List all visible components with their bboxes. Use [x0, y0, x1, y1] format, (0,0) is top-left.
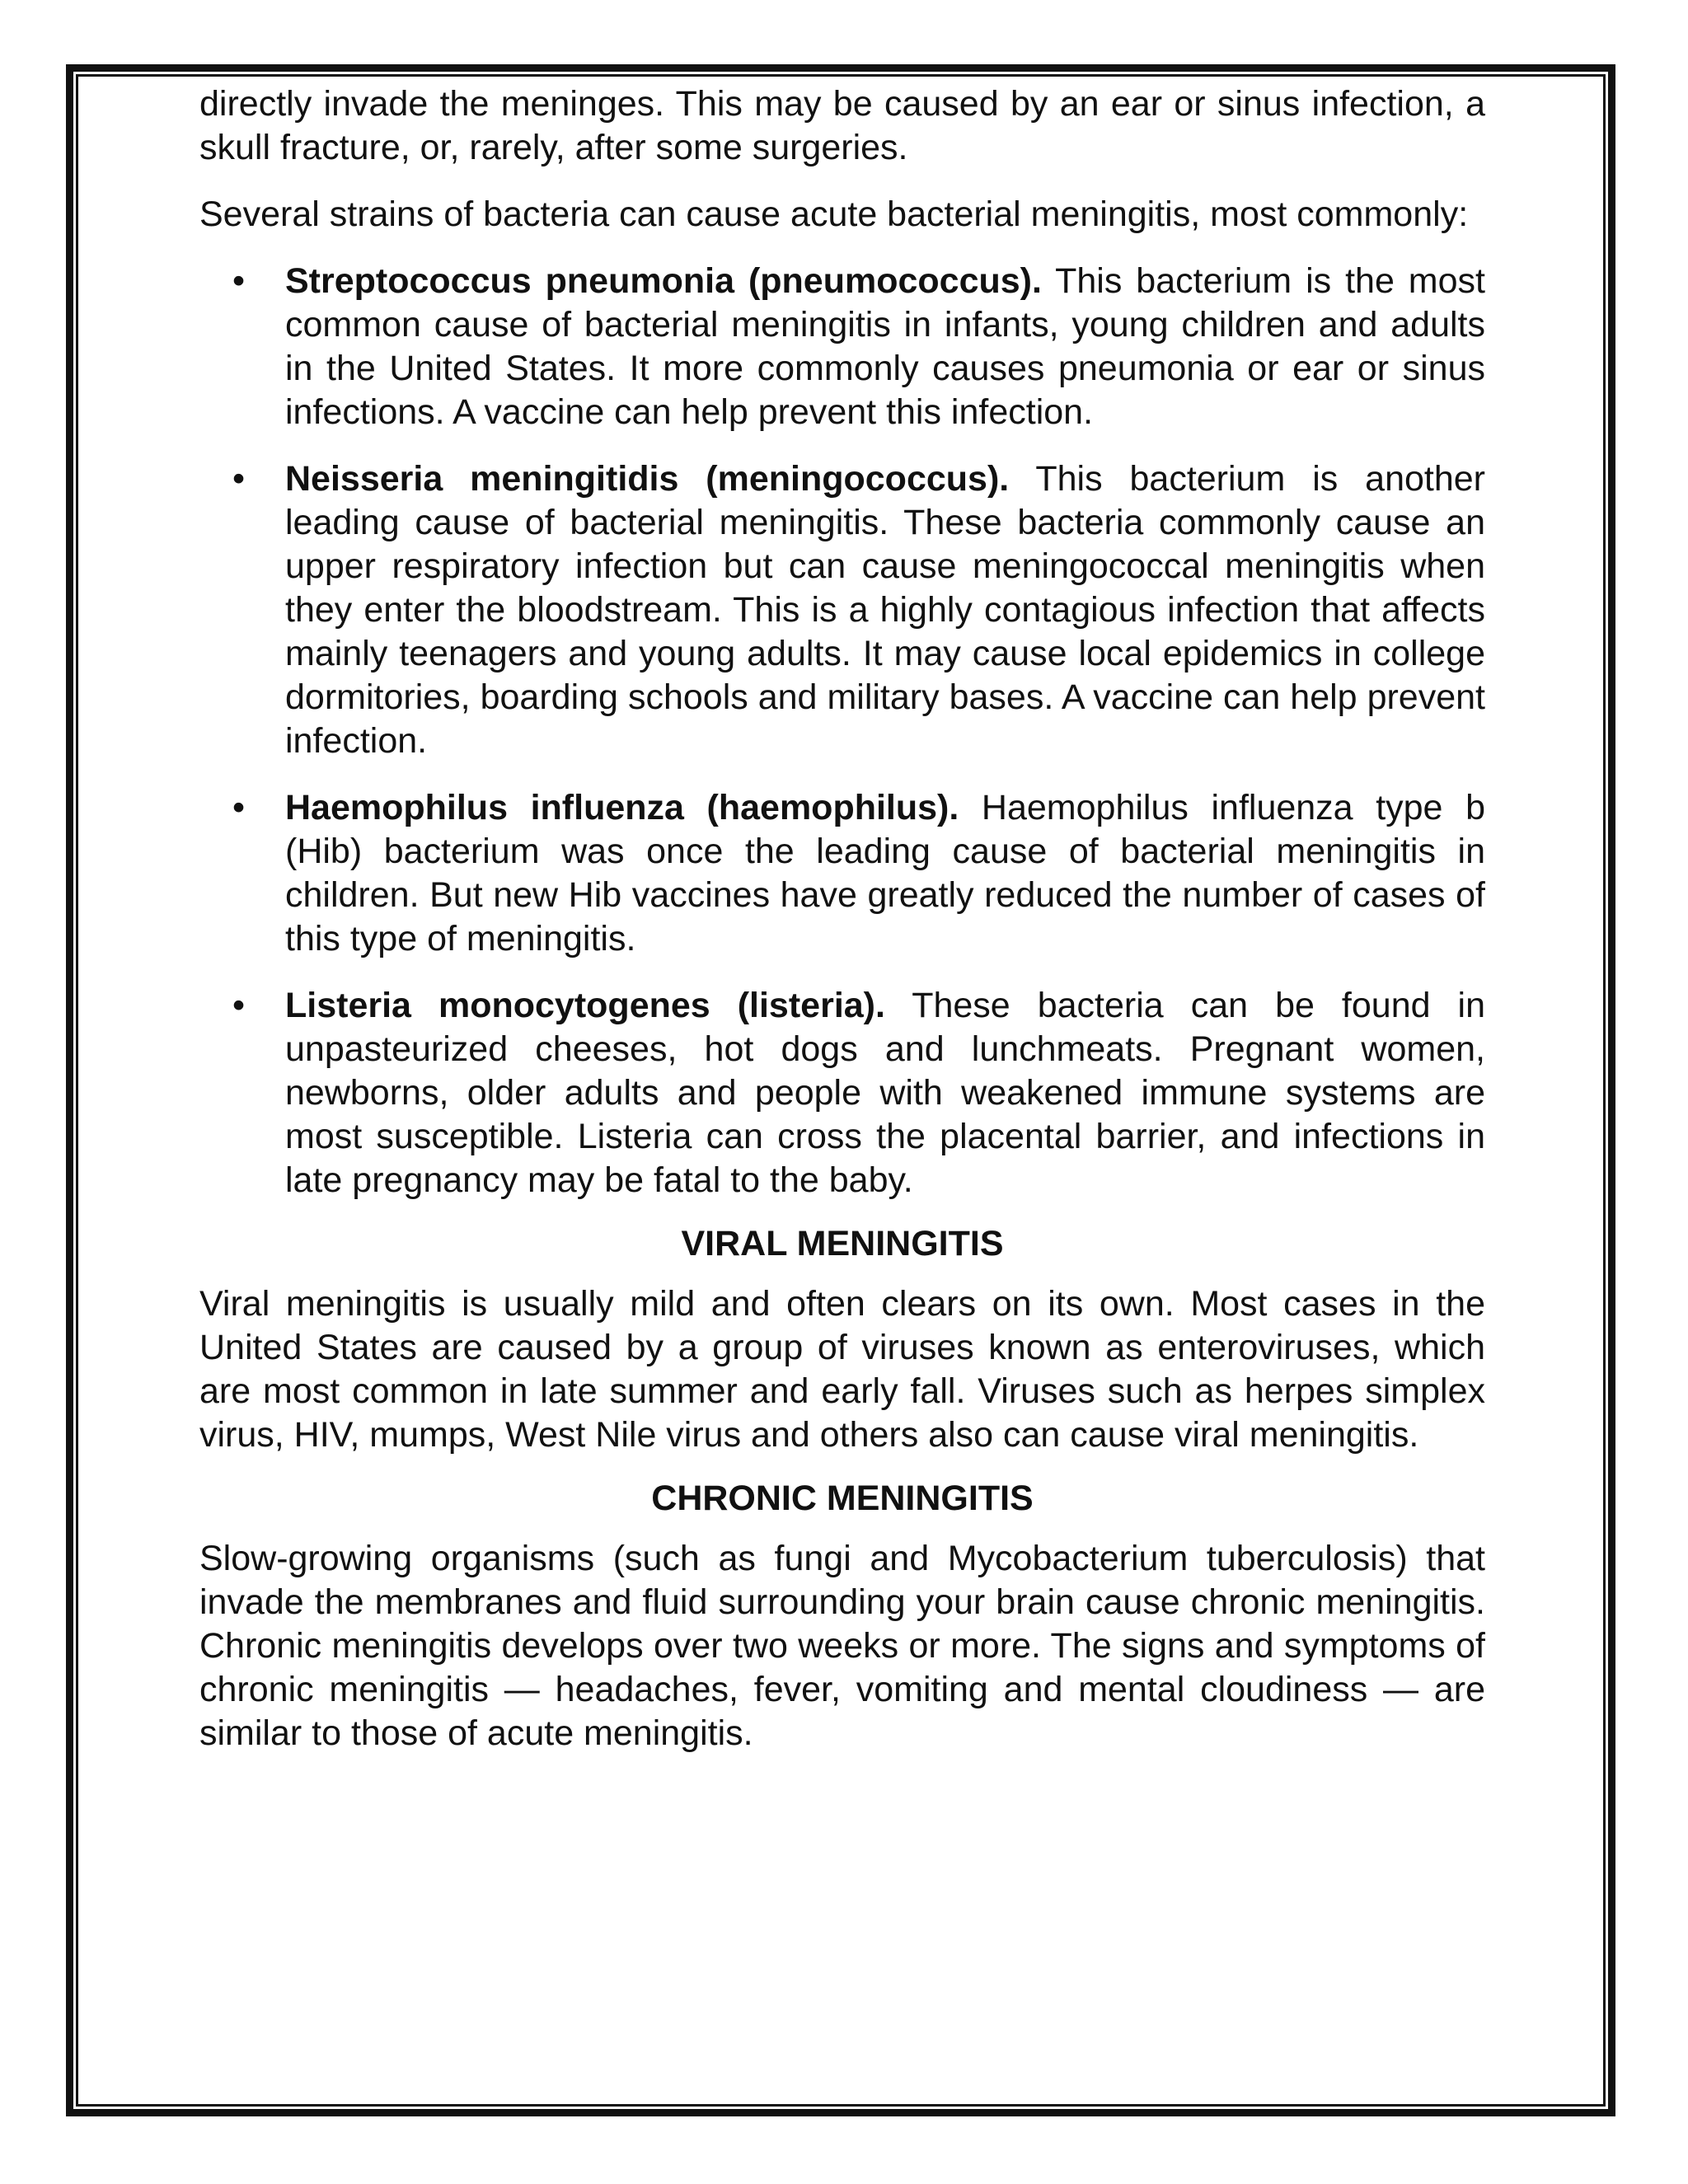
chronic-meningitis-paragraph: Slow-growing organisms (such as fungi and Mycobacterium tuberculosis) that invade the membranes and fluid surrounding your brain cause chronic meningitis. Chronic meningitis develops over two weeks or more. The signs and symptoms of chronic meningitis — headaches, fever, vomiting and mental cloudiness — are similar to those of acute meningitis. — [199, 1539, 1485, 1753]
bacteria-term: Neisseria meningitidis (meningococcus). — [285, 459, 1010, 499]
bullet-icon: • — [232, 261, 246, 301]
viral-meningitis-paragraph: Viral meningitis is usually mild and often clears on its own. Most cases in the United States are caused by a group of viruses known as enteroviruses, which are most common in late summer and early fall. Viruses such as herpes simplex virus, HIV, mumps, West Nile virus and others also can cause viral meningitis. — [199, 1284, 1485, 1455]
list-item — [199, 786, 1485, 961]
chronic-meningitis-heading: CHRONIC MENINGITIS — [651, 1479, 1034, 1518]
bullet-icon: • — [232, 986, 246, 1025]
bacteria-term: Listeria monocytogenes (listeria). — [285, 986, 885, 1025]
viral-meningitis-heading: VIRAL MENINGITIS — [681, 1224, 1004, 1263]
bacteria-term: Haemophilus influenza (haemophilus). — [285, 788, 959, 827]
list-item — [199, 457, 1485, 763]
bacteria-term: Streptococcus pneumonia (pneumococcus). — [285, 261, 1042, 301]
strains-intro-paragraph: Several strains of bacteria can cause acute bacterial meningitis, most commonly: — [199, 194, 1469, 234]
list-item — [199, 984, 1485, 1202]
bullet-icon: • — [232, 459, 246, 499]
bullet-icon: • — [232, 788, 246, 827]
page-content — [199, 82, 1485, 1755]
bacteria-description: This bacterium is another leading cause of bacterial meningitis. These bacteria commonly cause an upper respiratory infection but can cause meningococcal meningitis when they enter the bloodstream. This is a highly contagious infection that affects mainly teenagers and young adults. It may cause local epidemics in college dormitories, boarding schools and military bases. A vaccine can help prevent infection. — [285, 459, 1485, 761]
bacteria-list — [199, 260, 1485, 1202]
bacteria-description: This bacterium is the most common cause of bacterial meningitis in infants, young children and adults in the United States. It more commonly causes pneumonia or ear or sinus infections. A vaccine can help prevent this infection. — [285, 261, 1485, 432]
list-item — [199, 260, 1485, 434]
intro-paragraph: directly invade the meninges. This may be caused by an ear or sinus infection, a skull fracture, or, rarely, after some surgeries. — [199, 84, 1485, 167]
bacteria-description: Haemophilus influenza type b (Hib) bacterium was once the leading cause of bacterial meningitis in children. But new Hib vaccines have greatly reduced the number of cases of this type of meningitis. — [285, 788, 1485, 958]
bacteria-description: These bacteria can be found in unpasteurized cheeses, hot dogs and lunchmeats. Pregnant women, newborns, older adults and people with weakened immune systems are most susceptible. Listeria can cross the placental barrier, and infections in late pregnancy may be fatal to the baby. — [285, 986, 1486, 1200]
